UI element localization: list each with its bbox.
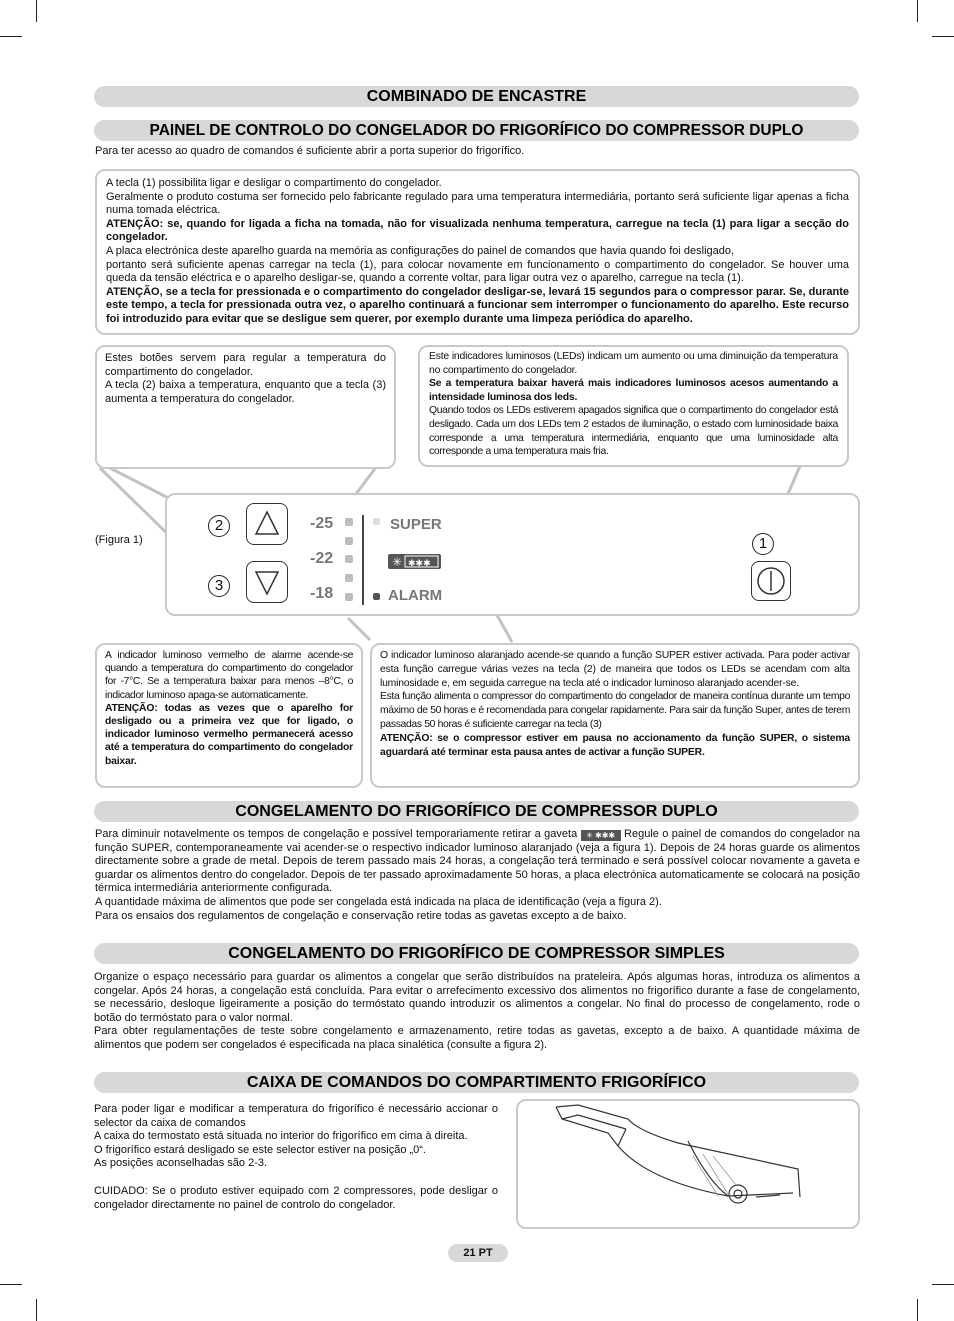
box-br-p2: Esta função alimenta o compressor do compartimento do congelador de maneira contínua durante um tempo máximo de 50 horas e é recomendada para congelar rapidamente. Para sair da função Super, antes de terem passadas 50 horas é suficiente carregar na tecla (3) (380, 691, 850, 730)
heading-compressor-simples: CONGELAMENTO DO FRIGORÍFICO DE COMPRESSOR SIMPLES (94, 943, 859, 964)
thermostat-figure-box (516, 1099, 860, 1229)
intro-text: Para ter acesso ao quadro de comandos é suficiente abrir a porta superior do frigorífico. (95, 145, 525, 157)
freezer-drawer-icon: ✳ ✱✱✱ (581, 830, 621, 841)
box-br-p1: O indicador luminoso alaranjado acende-se quando a função SUPER estiver activada. Para poder activar esta função carregue várias vezes na tecla (2) de maneira que todos os LEDs se acendam com alta luminosidade e, em seguida carregue na tecla até o indicador luminoso alaranjado acender-se. (380, 650, 850, 689)
triangle-up-icon (247, 504, 287, 544)
temp-led (345, 555, 353, 563)
heading-caixa-comandos: CAIXA DE COMANDOS DO COMPARTIMENTO FRIGORÍFICO (94, 1072, 859, 1093)
sec4-text (94, 971, 860, 1053)
panel-divider (362, 515, 364, 605)
svg-text:✳: ✳ (392, 555, 403, 569)
temp-label-22: -22 (310, 550, 334, 567)
callout-label-1: 1 (752, 533, 774, 555)
figure-caption: (Figura 1) (95, 534, 143, 546)
box-right-p2: Se a temperatura baixar haverá mais indicadores luminosos acesos aumentando a intensidade luminosa dos leds. (429, 378, 838, 403)
box-bl-p1: A indicador luminoso vermelho de alarme acende-se quando a temperatura do compartimento do congelador for -7°C. Se a temperatura baixar para menos –8°C, o indicador luminoso apaga-se automaticamente. (105, 650, 353, 701)
triangle-down-icon (247, 562, 287, 602)
box-top-p5: portanto será suficiente apenas carregar na tecla (1), para colocar novamente em funcionamento o compartimento do congelador. Se houver uma queda da tensão eléctrica e o aparelho desligar-se, quando a corrente voltar, para ligar outra vez o aparelho, carregue na tecla (1). (106, 258, 849, 285)
sec4-p2: Para obter regulamentações de teste sobre congelamento e armazenamento, retire todas as gavetas, excepto a de baixo. A quantidade máxima de alimentos que podem ser congelados é especificada na placa sinalética (consulte a figura 2). (94, 1025, 860, 1051)
info-box-alarm (95, 643, 363, 788)
temp-led (345, 537, 353, 545)
temp-led (345, 593, 353, 601)
box-top-p6: ATENÇÃO, se a tecla for pressionada e o compartimento do congelador desligar-se, levará 15 segundos para o compressor parar. Se, durante este tempo, a tecla for pressionada outra vez, o aparelho continuará a funcionar sem interromper o funcionamento do aparelho. Este recurso foi introduzido para evitar que se desligue sem querer, por exemplo durante uma limpeza periódica do aparelho. (106, 285, 849, 325)
heading-compressor-duplo: CONGELAMENTO DO FRIGORÍFICO DE COMPRESSOR DUPLO (94, 801, 859, 822)
alarm-label: ALARM (388, 587, 443, 604)
box-top-p3: ATENÇÃO: se, quando for ligada a ficha na tomada, não for visualizada nenhuma temperatura, carregue na tecla (1) para ligar a secção do congelador. (106, 217, 849, 244)
sec5-p3: O frigorífico estará desligado se este selector estiver na posição „0“. (94, 1143, 426, 1156)
power-button[interactable] (751, 561, 791, 601)
box-top-p4: A placa electrónica deste aparelho guarda na memória as configurações do painel de comandos que havia quando foi desligado, (106, 244, 735, 257)
info-box-super (370, 643, 860, 788)
page-number: 21 PT (448, 1244, 508, 1262)
sec3-p3: Para os ensaios dos regulamentos de congelação e conservação retire todas as gavetas excepto a de baixo. (95, 909, 627, 922)
box-left-p2: A tecla (2) baixa a temperatura, enquanto que a tecla (3) aumenta a temperatura do congelador. (105, 379, 386, 405)
sec3-p1b: Regule o painel de comandos do congelador na função SUPER, contemporaneamente vai acender-se o respectivo indicador luminoso alaranjado (veja a figura 1). Depois de 24 horas guarde os alimentos directamente sobre a grade de metal. Depois de terem passado mais 24 horas, a congelação terá terminado e será possível colocar novamente a gaveta e guardar os alimentos dentro do congelador. Depois de ter passado aproximadamente 50 horas, a placa electrónica automaticamente se colocará na posição térmica intermediária anteriormente configurada. (95, 828, 860, 895)
thermostat-box-illustration (518, 1101, 858, 1227)
box-br-p3: ATENÇÃO: se o compressor estiver em pausa no accionamento da função SUPER, o sistema aguardará até terminar esta pausa antes de activar a função SUPER. (380, 732, 850, 758)
sec5-p2: A caixa do termostato está situada no interior do frigorífico em cima à direita. (94, 1130, 468, 1143)
callout-label-2: 2 (208, 515, 230, 537)
temp-label-25: -25 (310, 515, 334, 532)
sec4-p1: Organize o espaço necessário para guardar os alimentos a congelar que serão distribuídos na prateleira. Após algumas horas, introduza os alimentos a congelar. Após 24 horas, a congelação está concluída. Para evitar o arrefecimento excessivo dos alimentos no frigorífico durante a fase de congelamento, se necessário, desloque ligeiramente a posição do termóstato quando introduzir os alimentos a congelar. No final do processo de congelamento, rode o botão do termóstato para o valor normal. (94, 971, 860, 1024)
temp-led (345, 574, 353, 582)
sec5-text (94, 1103, 498, 1212)
temp-label-18: -18 (310, 585, 334, 602)
sec5-p4: As posições aconselhadas são 2-3. (94, 1157, 268, 1170)
freezer-drawer-icon (388, 554, 441, 569)
power-icon (752, 562, 790, 600)
temp-up-button[interactable] (246, 561, 288, 603)
info-box-leds (418, 345, 849, 467)
sec3-p2: A quantidade máxima de alimentos que pode ser congelada está indicada na placa de identificação (veja a figura 2). (95, 895, 662, 908)
box-bl-p2: ATENÇÃO: todas as vezes que o aparelho for desligado ou a primeira vez que for ligado, o indicador luminoso vermelho permanecerá acesso até a temperatura do compartimento do congelador baixar. (105, 702, 353, 767)
heading-combinado: COMBINADO DE ENCASTRE (94, 86, 859, 107)
svg-text:✱✱✱: ✱✱✱ (408, 559, 431, 569)
box-top-p1: A tecla (1) possibilita ligar e desligar o compartimento do congelador. (106, 177, 442, 189)
box-left-p1: Estes botões servem para regular a temperatura do compartimento do congelador. (105, 352, 386, 378)
box-right-p1: Este indicadores luminosos (LEDs) indicam um aumento ou uma diminuição da temperatura no compartimento do congelador. (429, 351, 838, 376)
box-top-p2: Geralmente o produto costuma ser fornecido pelo fabricante regulado para uma temperatura intermediária, portanto será suficiente ligar apenas a ficha numa tomada eléctrica. (106, 190, 849, 217)
temp-down-button[interactable] (246, 503, 288, 545)
sec5-p5: CUIDADO: Se o produto estiver equipado com 2 compressores, pode desligar o congelador directamente no painel de controlo do congelador. (94, 1184, 498, 1211)
info-box-buttons (95, 345, 396, 469)
super-led (373, 518, 380, 525)
heading-painel: PAINEL DE CONTROLO DO CONGELADOR DO FRIGORÍFICO DO COMPRESSOR DUPLO (94, 120, 859, 141)
callout-label-3: 3 (208, 575, 230, 597)
box-right-p3: Quando todos os LEDs estiverem apagados significa que o compartimento do congelador está desligado. Cada um dos LEDs tem 2 estados de iluminação, o estado com luminosidade baixa corresponde a uma temperatura intermediária, enquanto que uma luminosidade alta corresponde a uma temperatura mais fria. (429, 405, 838, 458)
alarm-led (373, 593, 380, 600)
temp-led (345, 518, 353, 526)
sec5-p1: Para poder ligar e modificar a temperatura do frigorífico é necessário accionar o selector da caixa de comandos (94, 1103, 498, 1129)
super-label: SUPER (390, 516, 442, 533)
sec3-p1a: Para diminuir notavelmente os tempos de congelação e possível temporariamente retirar a gaveta (95, 828, 578, 840)
sec3-text (95, 828, 860, 923)
